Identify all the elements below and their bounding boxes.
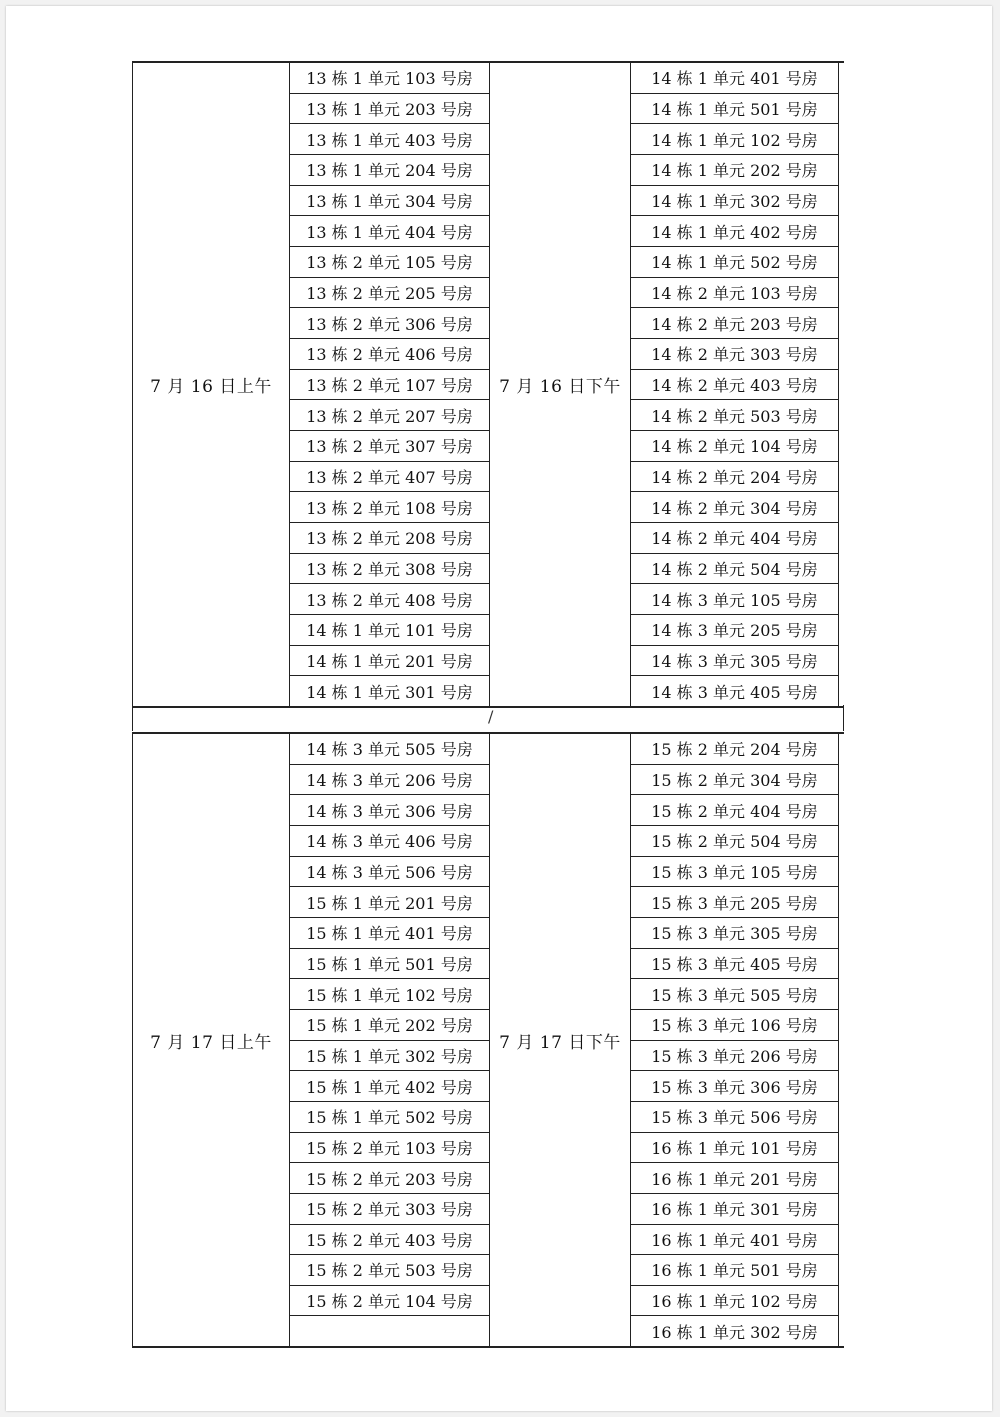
room-cell: 14 栋 1 单元 401 号房 bbox=[631, 63, 838, 94]
room-cell: 14 栋 2 单元 403 号房 bbox=[631, 370, 838, 401]
room-cell: 15 栋 3 单元 206 号房 bbox=[631, 1041, 838, 1072]
room-cell: 13 栋 2 单元 407 号房 bbox=[290, 462, 489, 493]
room-cell: 14 栋 3 单元 506 号房 bbox=[290, 857, 489, 888]
room-cell: 15 栋 3 单元 305 号房 bbox=[631, 918, 838, 949]
room-cell: 14 栋 2 单元 304 号房 bbox=[631, 492, 838, 523]
room-cell: 14 栋 1 单元 302 号房 bbox=[631, 186, 838, 217]
room-cell: 13 栋 1 单元 203 号房 bbox=[290, 94, 489, 125]
room-cell: 15 栋 3 单元 106 号房 bbox=[631, 1010, 838, 1041]
room-cell: 14 栋 3 单元 505 号房 bbox=[290, 734, 489, 765]
room-cell: 15 栋 2 单元 103 号房 bbox=[290, 1133, 489, 1164]
document-page bbox=[6, 6, 992, 1411]
room-cell: 15 栋 2 单元 504 号房 bbox=[631, 826, 838, 857]
room-cell: 15 栋 2 单元 304 号房 bbox=[631, 765, 838, 796]
date-cell-pm: 7 月 17 日下午 bbox=[489, 734, 631, 1346]
room-cell: 14 栋 1 单元 501 号房 bbox=[631, 94, 838, 125]
room-list-pm bbox=[631, 734, 839, 1346]
room-cell: 16 栋 1 单元 401 号房 bbox=[631, 1225, 838, 1256]
room-cell: 15 栋 1 单元 502 号房 bbox=[290, 1102, 489, 1133]
room-cell: 15 栋 1 单元 201 号房 bbox=[290, 887, 489, 918]
room-cell: 16 栋 1 单元 501 号房 bbox=[631, 1255, 838, 1286]
room-cell: 13 栋 2 单元 306 号房 bbox=[290, 308, 489, 339]
room-cell: 15 栋 2 单元 404 号房 bbox=[631, 795, 838, 826]
room-cell: 14 栋 2 单元 504 号房 bbox=[631, 554, 838, 585]
schedule-block-1 bbox=[132, 61, 844, 708]
schedule-block-2 bbox=[132, 732, 844, 1348]
room-cell: 15 栋 3 单元 405 号房 bbox=[631, 949, 838, 980]
room-cell: 15 栋 2 单元 104 号房 bbox=[290, 1286, 489, 1317]
room-cell: 14 栋 1 单元 402 号房 bbox=[631, 216, 838, 247]
room-cell: 14 栋 1 单元 201 号房 bbox=[290, 646, 489, 677]
room-cell: 15 栋 2 单元 203 号房 bbox=[290, 1163, 489, 1194]
room-list-am bbox=[290, 63, 489, 706]
room-cell: 13 栋 1 单元 103 号房 bbox=[290, 63, 489, 94]
room-cell: 14 栋 2 单元 404 号房 bbox=[631, 523, 838, 554]
room-cell: 14 栋 3 单元 306 号房 bbox=[290, 795, 489, 826]
room-cell: 15 栋 2 单元 503 号房 bbox=[290, 1255, 489, 1286]
room-cell: 13 栋 2 单元 208 号房 bbox=[290, 523, 489, 554]
room-cell: 15 栋 3 单元 105 号房 bbox=[631, 857, 838, 888]
room-cell: 16 栋 1 单元 101 号房 bbox=[631, 1133, 838, 1164]
room-cell: 16 栋 1 单元 302 号房 bbox=[651, 1322, 818, 1342]
room-cell: 13 栋 2 单元 406 号房 bbox=[290, 339, 489, 370]
room-cell: 15 栋 3 单元 205 号房 bbox=[631, 887, 838, 918]
room-cell: 14 栋 3 单元 206 号房 bbox=[290, 765, 489, 796]
room-list-am bbox=[290, 734, 489, 1346]
room-cell: 13 栋 2 单元 408 号房 bbox=[290, 584, 489, 615]
room-cell: 16 栋 1 单元 301 号房 bbox=[631, 1194, 838, 1225]
room-cell: 14 栋 3 单元 205 号房 bbox=[631, 615, 838, 646]
room-cell: 15 栋 1 单元 501 号房 bbox=[290, 949, 489, 980]
room-cell: 13 栋 2 单元 205 号房 bbox=[290, 278, 489, 309]
room-cell: 14 栋 2 单元 103 号房 bbox=[631, 278, 838, 309]
date-cell-am: 7 月 16 日上午 bbox=[132, 63, 290, 706]
room-cell: 13 栋 1 单元 204 号房 bbox=[290, 155, 489, 186]
room-cell: 16 栋 1 单元 201 号房 bbox=[631, 1163, 838, 1194]
room-cell: 14 栋 3 单元 406 号房 bbox=[290, 826, 489, 857]
room-cell: 13 栋 2 单元 307 号房 bbox=[290, 431, 489, 462]
room-cell: 14 栋 2 单元 203 号房 bbox=[631, 308, 838, 339]
room-cell: 14 栋 1 单元 102 号房 bbox=[631, 124, 838, 155]
room-cell: 15 栋 3 单元 506 号房 bbox=[631, 1102, 838, 1133]
room-cell: 13 栋 1 单元 304 号房 bbox=[290, 186, 489, 217]
room-cell: 15 栋 1 单元 401 号房 bbox=[290, 918, 489, 949]
room-cell: 15 栋 2 单元 403 号房 bbox=[290, 1225, 489, 1256]
room-cell: 15 栋 3 单元 306 号房 bbox=[631, 1071, 838, 1102]
room-cell: 13 栋 2 单元 207 号房 bbox=[290, 400, 489, 431]
room-cell: 15 栋 1 单元 202 号房 bbox=[290, 1010, 489, 1041]
room-cell: 13 栋 1 单元 403 号房 bbox=[290, 124, 489, 155]
room-cell: 15 栋 1 单元 102 号房 bbox=[290, 979, 489, 1010]
room-cell: 14 栋 1 单元 502 号房 bbox=[631, 247, 838, 278]
room-cell: 13 栋 2 单元 105 号房 bbox=[290, 247, 489, 278]
separator-mark: / bbox=[488, 707, 494, 726]
room-cell: 15 栋 1 单元 302 号房 bbox=[290, 1041, 489, 1072]
room-cell: 13 栋 2 单元 308 号房 bbox=[290, 554, 489, 585]
room-cell: 15 栋 2 单元 204 号房 bbox=[631, 734, 838, 765]
room-cell: 15 栋 3 单元 505 号房 bbox=[631, 979, 838, 1010]
room-cell: 16 栋 1 单元 102 号房 bbox=[631, 1286, 838, 1317]
table-separator-row bbox=[132, 705, 844, 731]
room-cell: 14 栋 3 单元 105 号房 bbox=[631, 584, 838, 615]
room-cell: 15 栋 2 单元 303 号房 bbox=[290, 1194, 489, 1225]
room-cell bbox=[290, 1316, 489, 1346]
room-cell: 15 栋 1 单元 402 号房 bbox=[290, 1071, 489, 1102]
room-cell: 14 栋 2 单元 204 号房 bbox=[631, 462, 838, 493]
room-cell: 14 栋 1 单元 301 号房 bbox=[306, 682, 473, 702]
room-cell: 14 栋 3 单元 305 号房 bbox=[631, 646, 838, 677]
room-cell: 14 栋 3 单元 405 号房 bbox=[651, 682, 818, 702]
date-cell-am: 7 月 17 日上午 bbox=[132, 734, 290, 1346]
room-list-pm bbox=[631, 63, 839, 706]
room-cell: 14 栋 2 单元 303 号房 bbox=[631, 339, 838, 370]
date-cell-pm: 7 月 16 日下午 bbox=[489, 63, 631, 706]
room-cell: 13 栋 1 单元 404 号房 bbox=[290, 216, 489, 247]
room-cell: 13 栋 2 单元 107 号房 bbox=[290, 370, 489, 401]
room-cell: 14 栋 1 单元 101 号房 bbox=[290, 615, 489, 646]
room-cell: 14 栋 2 单元 503 号房 bbox=[631, 400, 838, 431]
room-cell: 13 栋 2 单元 108 号房 bbox=[290, 492, 489, 523]
room-cell: 14 栋 1 单元 202 号房 bbox=[631, 155, 838, 186]
room-cell: 14 栋 2 单元 104 号房 bbox=[631, 431, 838, 462]
